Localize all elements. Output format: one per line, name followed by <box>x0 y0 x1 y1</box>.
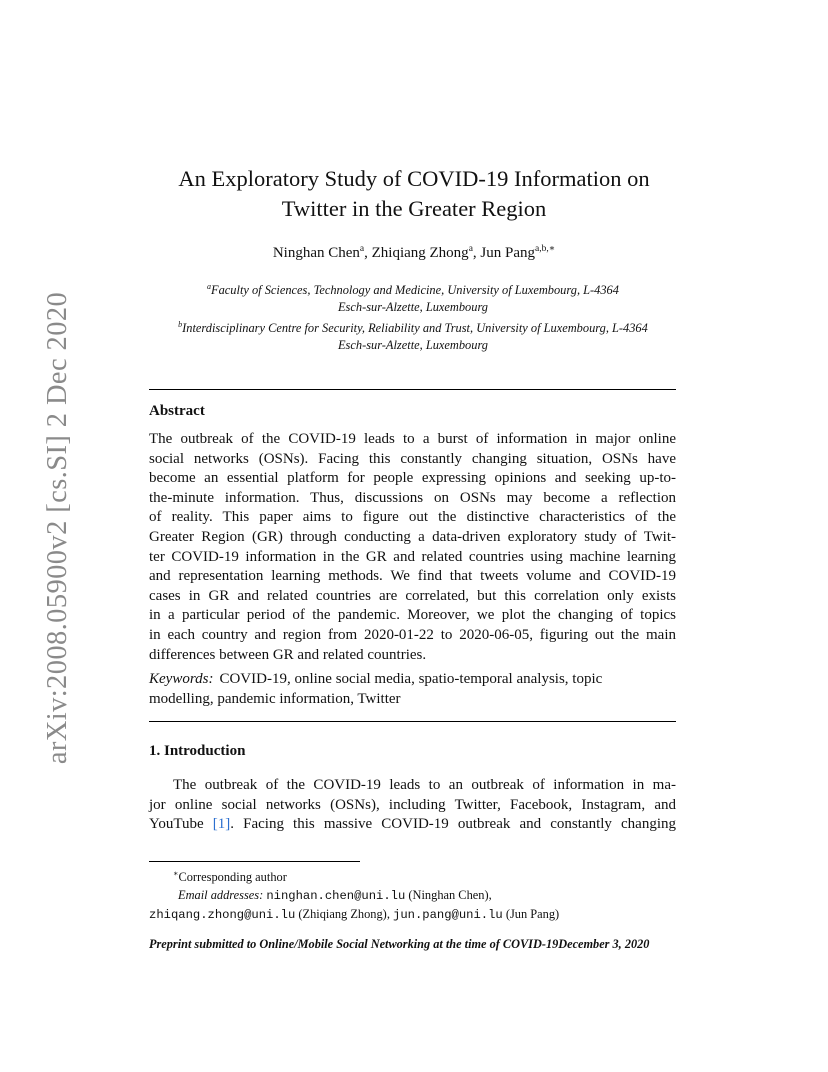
footnotes <box>149 865 689 924</box>
email-link[interactable]: ninghan.chen@uni.lu <box>266 889 406 903</box>
abstract-line: in each country and region from 2020-01-22 to 2020-06-05, figuring out the main <box>149 626 676 643</box>
abstract-line: ter COVID-19 information in the GR and related countries using machine learning <box>149 548 676 565</box>
footnote-rule <box>149 861 360 862</box>
abstract-line: of reality. This paper aims to figure out the distinctive characteristics of the <box>149 509 676 526</box>
introduction-line: YouTube [1]. Facing this massive COVID-19 outbreak and constantly changing <box>149 816 677 833</box>
author-affiliation-marker: a,b,∗ <box>535 244 556 254</box>
introduction-line: jor online social networks (OSNs), including Twitter, Facebook, Instagram, and <box>149 796 676 813</box>
preprint-footer: Preprint submitted to Online/Mobile Social Networking at the time of COVID-19December 3, 2020 <box>149 937 650 951</box>
author-name: Jun Pang <box>480 245 535 261</box>
abstract-line: become an essential platform for people expressing opinions and seeking up-to- <box>149 470 676 487</box>
abstract-line: and representation learning methods. We find that tweets volume and COVID-19 <box>149 568 676 585</box>
email-addresses-line: Email addresses: ninghan.chen@uni.lu (Ninghan Chen), <box>178 888 492 903</box>
email-label: Email addresses: <box>178 888 264 902</box>
author-affiliation-marker: a <box>468 244 473 254</box>
title-line-2: Twitter in the Greater Region <box>281 196 547 221</box>
author-list: Ninghan Chen$^a$, Zhiqiang Zhong$^a$, Jun Pang$^{a,b,∗}$ <box>272 244 556 261</box>
abstract-line: in a particular period of the pandemic. Moreover, we plot the changing of topics <box>149 607 676 624</box>
abstract-body <box>149 430 676 665</box>
abstract-top-rule <box>149 389 676 390</box>
affiliation-b-location: Esch-sur-Alzette, Luxembourg <box>337 338 489 352</box>
section-heading-introduction: 1. Introduction <box>149 743 246 759</box>
abstract-line: differences between GR and related countries. <box>149 646 427 663</box>
title-line-1: An Exploratory Study of COVID-19 Information on <box>178 166 650 191</box>
author-name: Ninghan Chen <box>272 245 360 261</box>
author-affiliation-marker: a <box>359 244 365 254</box>
introduction-body <box>149 776 676 835</box>
introduction-line: The outbreak of the COVID-19 leads to an outbreak of information in ma- <box>173 777 676 793</box>
keywords-line-2: modelling, pandemic information, Twitter <box>149 690 401 707</box>
email-link[interactable]: jun.pang@uni.lu <box>393 908 503 922</box>
citation-link[interactable]: [1] <box>212 816 231 833</box>
affiliation-b: $^b$Interdisciplinary Centre for Security, Reliability and Trust, University of Luxembourg, L-4364 <box>178 320 648 335</box>
abstract-line: The outbreak of the COVID-19 leads to a burst of information in major online <box>149 431 676 447</box>
arxiv-identifier: arXiv:2008.05900v2 [cs.SI] 2 Dec 2020 <box>42 291 73 765</box>
author-name: Zhiqiang Zhong <box>371 245 469 261</box>
abstract-line: Greater Region (GR) through conducting a data-driven exploratory study of Twit- <box>149 528 676 545</box>
email-link[interactable]: zhiqang.zhong@uni.lu <box>149 908 296 922</box>
corresponding-author-note: ∗Corresponding author <box>173 869 287 884</box>
abstract-heading: Abstract <box>149 403 205 419</box>
affiliations <box>140 278 686 354</box>
email-addresses-line: zhiqang.zhong@uni.lu (Zhiqiang Zhong), jun.pang@uni.lu (Jun Pang) <box>149 907 560 922</box>
abstract-line: social networks (OSNs). Facing this constantly changing situation, OSNs have <box>149 450 676 467</box>
keywords <box>149 670 676 709</box>
abstract-line: cases in GR and related countries are correlated, but this correlation only exists <box>149 587 676 604</box>
keywords-bottom-rule <box>149 721 676 722</box>
affiliation-a: $^a$Faculty of Sciences, Technology and Medicine, University of Luxembourg, L-4364 <box>207 282 619 297</box>
paper-title <box>0 164 828 224</box>
affiliation-a-location: Esch-sur-Alzette, Luxembourg <box>337 300 489 314</box>
abstract-line: the-minute information. Thus, discussions on OSNs may become a reflection <box>149 489 676 506</box>
keywords-line-1: Keywords: COVID-19, online social media, spatio-temporal analysis, topic <box>149 671 603 687</box>
keywords-label: Keywords: <box>149 671 214 687</box>
